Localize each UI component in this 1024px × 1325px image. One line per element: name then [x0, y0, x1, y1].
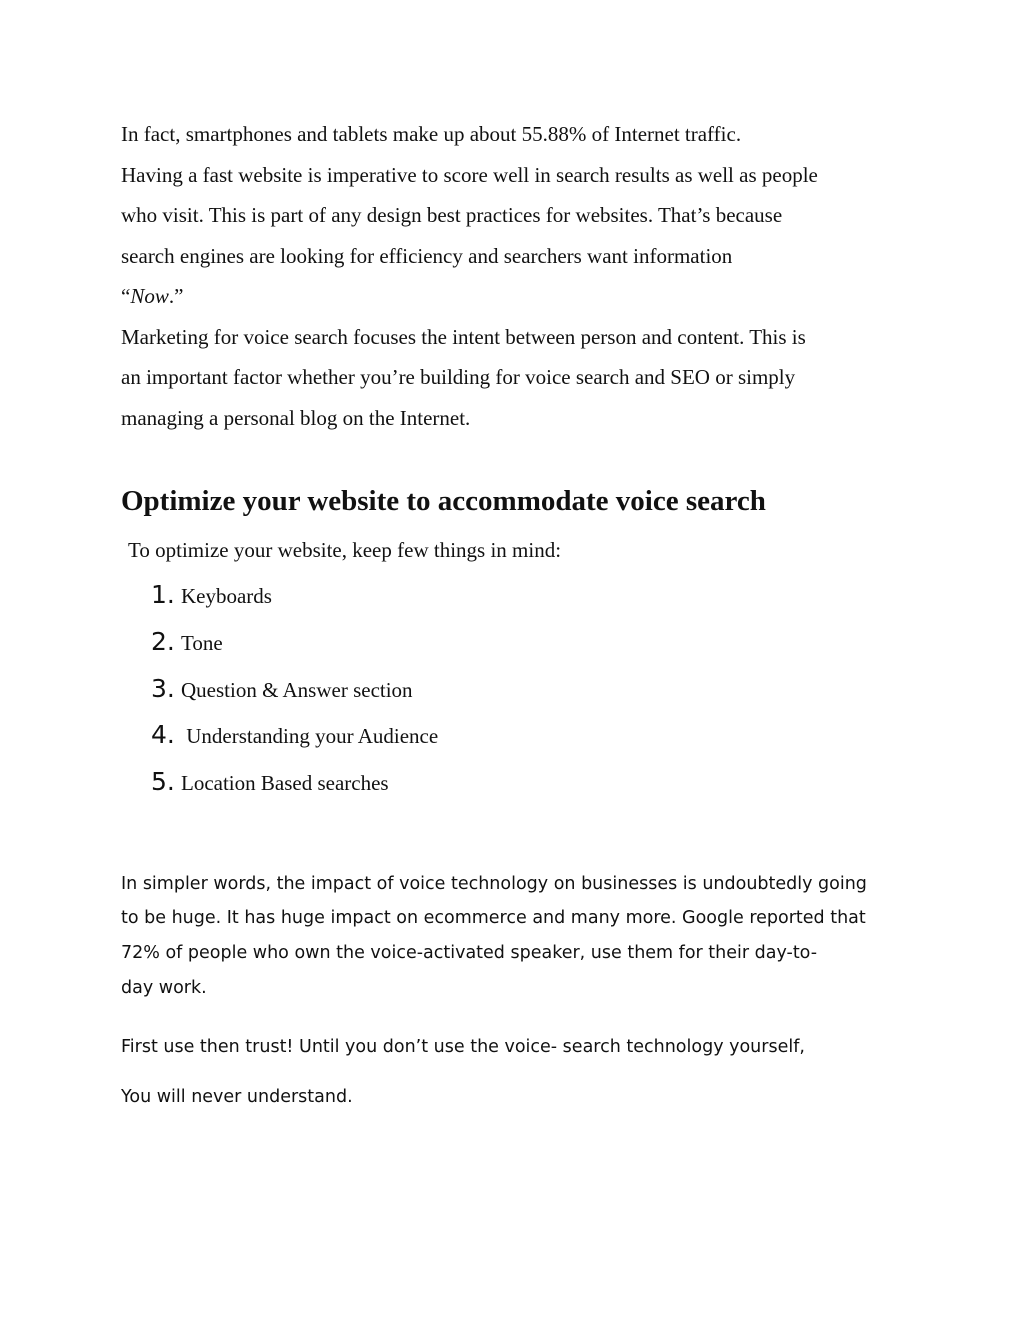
- closing-line-3: 72% of people who own the voice-activated speaker, use them for their day-to-: [121, 943, 818, 963]
- list-label: Tone: [181, 631, 223, 655]
- intro-line-4: search engines are looking for efficiency and searchers want information: [121, 244, 733, 268]
- section-heading: Optimize your website to accommodate voice search: [121, 485, 766, 517]
- list-number: 5.: [151, 767, 175, 796]
- list-label: Understanding your Audience: [181, 724, 439, 748]
- closing-line-1: In simpler words, the impact of voice technology on businesses is undoubtedly going: [121, 874, 867, 894]
- emphasis-now: Now: [130, 284, 169, 308]
- list-number: 4.: [151, 720, 175, 749]
- list-item-question-answer: [151, 674, 413, 703]
- list-item-tone: [151, 627, 223, 656]
- list-item-keyboards: [151, 580, 272, 609]
- intro-line-6: Marketing for voice search focuses the intent between person and content. This is: [121, 325, 806, 349]
- list-number: 1.: [151, 580, 175, 609]
- list-label: Question & Answer section: [181, 678, 413, 702]
- intro-line-8: managing a personal blog on the Internet.: [121, 406, 471, 430]
- closing-line-6: You will never understand.: [121, 1087, 353, 1107]
- section-lead: To optimize your website, keep few things in mind:: [128, 538, 562, 562]
- intro-line-5: [121, 284, 183, 309]
- closing-line-2: to be huge. It has huge impact on ecommerce and many more. Google reported that: [121, 908, 866, 928]
- list-item-location: [151, 767, 389, 796]
- list-item-audience: [151, 720, 438, 749]
- intro-line-3: who visit. This is part of any design best practices for websites. That’s because: [121, 203, 783, 227]
- list-number: 3.: [151, 674, 175, 703]
- intro-line-1: In fact, smartphones and tablets make up about 55.88% of Internet traffic.: [121, 122, 742, 146]
- closing-line-5: First use then trust! Until you don’t use the voice- search technology yourself,: [121, 1037, 805, 1057]
- list-number: 2.: [151, 627, 175, 656]
- quote-close: .”: [168, 284, 184, 308]
- quote-open: “: [121, 284, 131, 308]
- list-label: Keyboards: [181, 584, 272, 608]
- list-label: Location Based searches: [181, 771, 389, 795]
- intro-line-7: an important factor whether you’re building for voice search and SEO or simply: [121, 365, 796, 389]
- closing-line-4: day work.: [121, 978, 207, 998]
- intro-line-2: Having a fast website is imperative to score well in search results as well as people: [121, 163, 818, 187]
